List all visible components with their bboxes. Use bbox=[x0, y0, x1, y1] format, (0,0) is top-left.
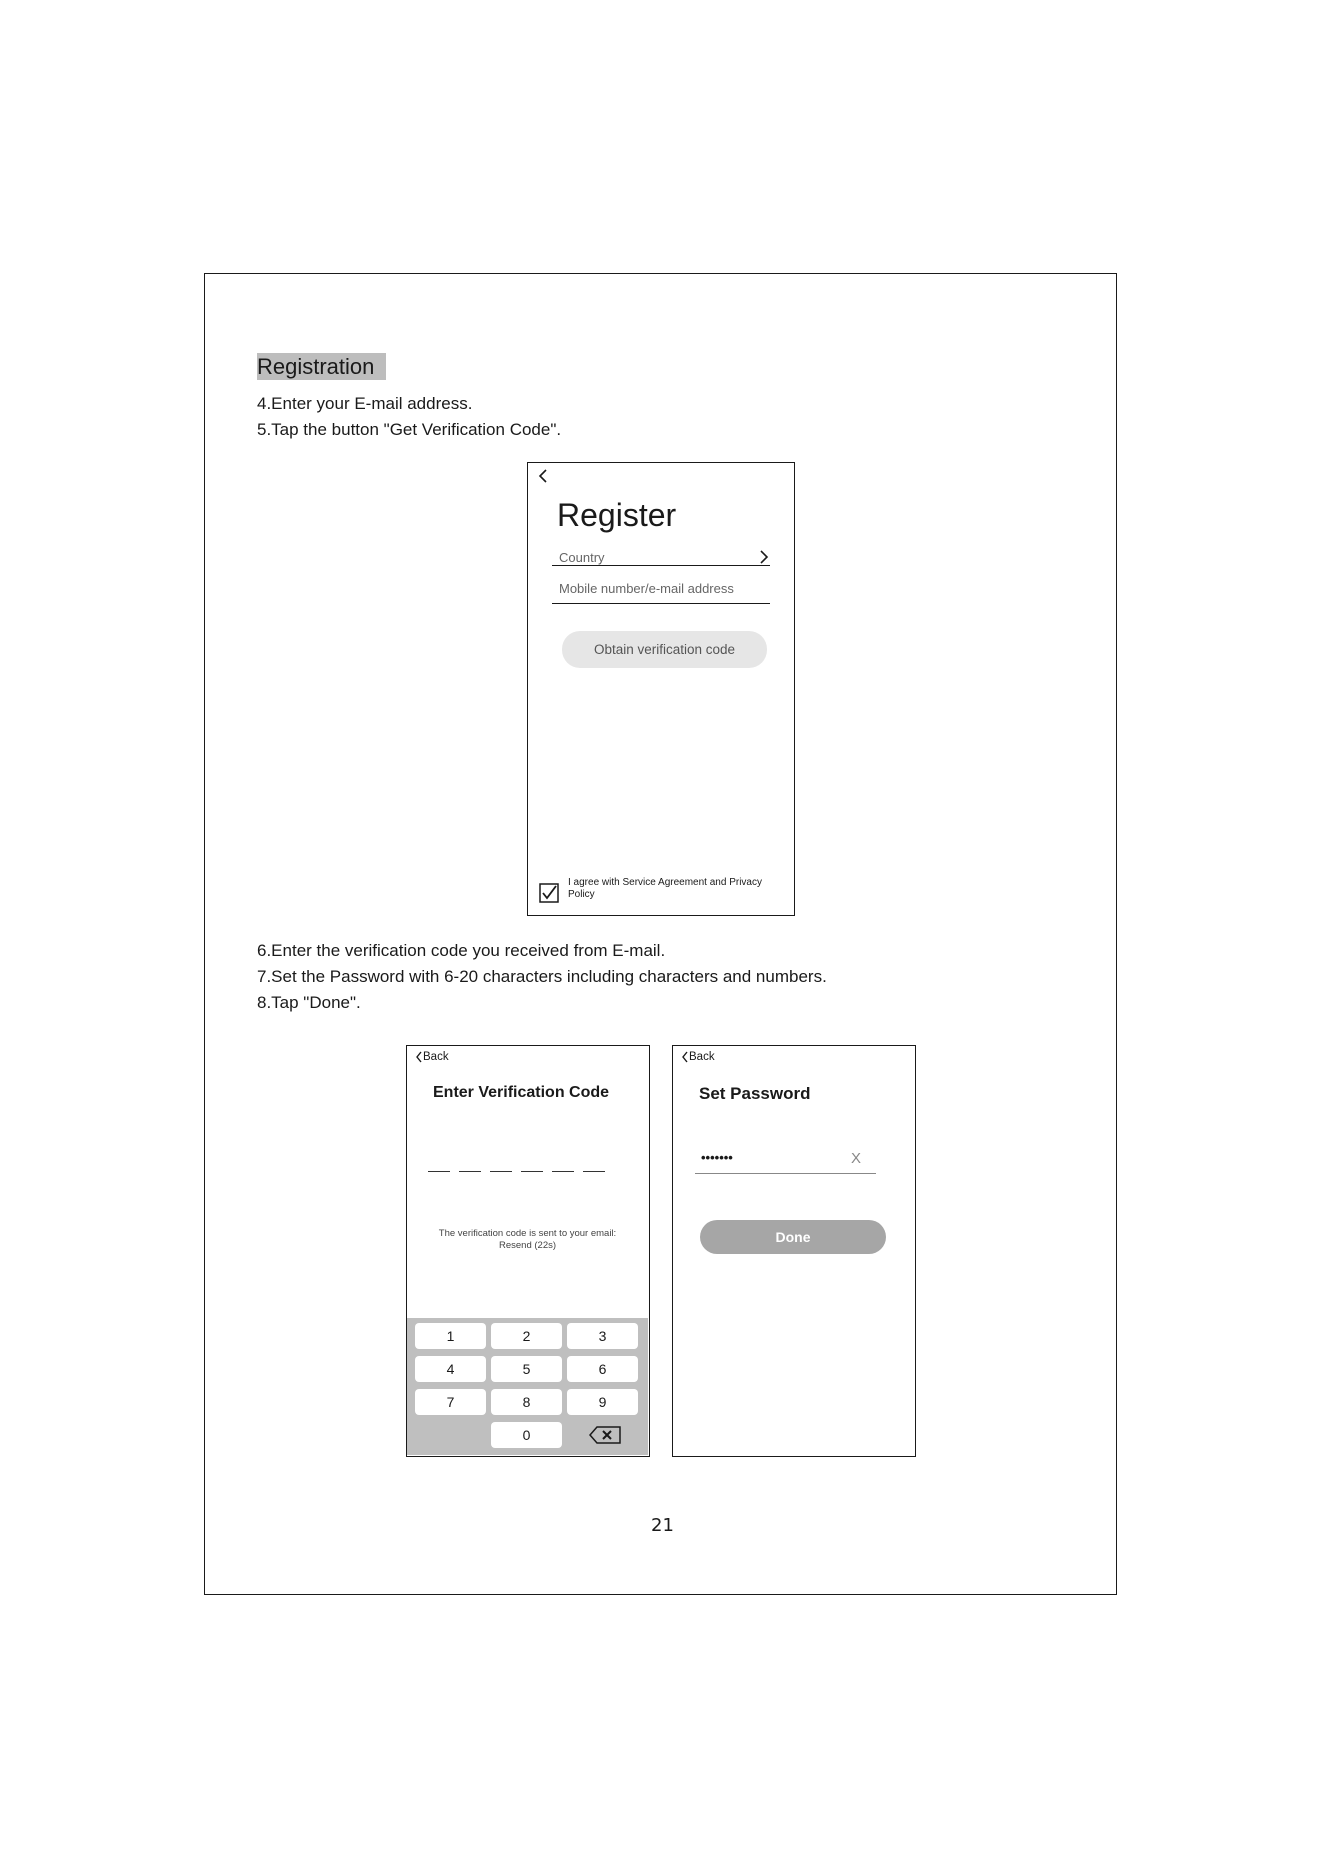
back-chevron-icon bbox=[415, 1051, 423, 1063]
section-title: Registration bbox=[257, 353, 386, 380]
code-slot bbox=[459, 1171, 481, 1172]
account-underline bbox=[552, 603, 770, 604]
key-7[interactable]: 7 bbox=[415, 1389, 486, 1415]
country-label: Country bbox=[559, 550, 605, 565]
country-underline bbox=[552, 565, 770, 566]
register-screen-mockup bbox=[527, 462, 795, 916]
agreement-line-2: Policy bbox=[568, 889, 595, 900]
backspace-icon[interactable] bbox=[589, 1426, 621, 1449]
password-screen-mockup bbox=[672, 1045, 916, 1457]
resend-timer[interactable]: Resend (22s) bbox=[498, 1240, 557, 1251]
back-chevron-icon bbox=[681, 1051, 689, 1063]
key-4[interactable]: 4 bbox=[415, 1356, 486, 1382]
done-button[interactable]: Done bbox=[700, 1220, 886, 1254]
password-input[interactable] bbox=[695, 1146, 876, 1172]
step-5: 5.Tap the button "Get Verification Code". bbox=[257, 420, 562, 439]
password-masked-value: ••••••• bbox=[701, 1150, 733, 1165]
key-1[interactable]: 1 bbox=[415, 1323, 486, 1349]
agreement-line-1: I agree with Service Agreement and Privacy bbox=[568, 877, 762, 888]
back-button[interactable] bbox=[681, 1051, 715, 1063]
key-9[interactable]: 9 bbox=[567, 1389, 638, 1415]
password-underline bbox=[695, 1173, 876, 1174]
key-2[interactable]: 2 bbox=[491, 1323, 562, 1349]
verification-note bbox=[407, 1228, 648, 1252]
page-number: 21 bbox=[651, 1515, 674, 1536]
numeric-keypad bbox=[407, 1318, 648, 1455]
code-slot bbox=[583, 1171, 605, 1172]
code-slot bbox=[428, 1171, 450, 1172]
code-slot bbox=[552, 1171, 574, 1172]
key-0[interactable]: 0 bbox=[491, 1422, 562, 1448]
code-input[interactable] bbox=[428, 1171, 618, 1181]
account-input[interactable] bbox=[552, 575, 770, 601]
verification-title: Enter Verification Code bbox=[433, 1084, 610, 1101]
chevron-right-icon bbox=[759, 550, 769, 564]
set-password-title: Set Password bbox=[699, 1084, 811, 1103]
code-slot bbox=[521, 1171, 543, 1172]
back-button[interactable] bbox=[415, 1051, 449, 1063]
step-7: 7.Set the Password with 6-20 characters including characters and numbers. bbox=[257, 967, 827, 986]
key-5[interactable]: 5 bbox=[491, 1356, 562, 1382]
key-3[interactable]: 3 bbox=[567, 1323, 638, 1349]
obtain-code-button[interactable]: Obtain verification code bbox=[562, 631, 767, 668]
key-8[interactable]: 8 bbox=[491, 1389, 562, 1415]
agreement-text bbox=[568, 877, 762, 901]
verification-screen-mockup bbox=[406, 1045, 650, 1457]
checkbox-checked-icon[interactable] bbox=[539, 883, 559, 908]
key-6[interactable]: 6 bbox=[567, 1356, 638, 1382]
step-6: 6.Enter the verification code you received from E-mail. bbox=[257, 941, 666, 960]
note-line-1: The verification code is sent to your email: bbox=[438, 1228, 617, 1239]
country-selector[interactable] bbox=[552, 543, 770, 571]
clear-icon[interactable]: X bbox=[851, 1150, 862, 1167]
back-label: Back bbox=[423, 1051, 449, 1063]
back-chevron-icon[interactable] bbox=[537, 468, 549, 484]
step-8: 8.Tap "Done". bbox=[257, 993, 361, 1012]
register-title: Register bbox=[557, 497, 677, 533]
step-4: 4.Enter your E-mail address. bbox=[257, 394, 473, 413]
code-slot bbox=[490, 1171, 512, 1172]
account-placeholder: Mobile number/e-mail address bbox=[559, 581, 734, 596]
back-label: Back bbox=[689, 1051, 715, 1063]
